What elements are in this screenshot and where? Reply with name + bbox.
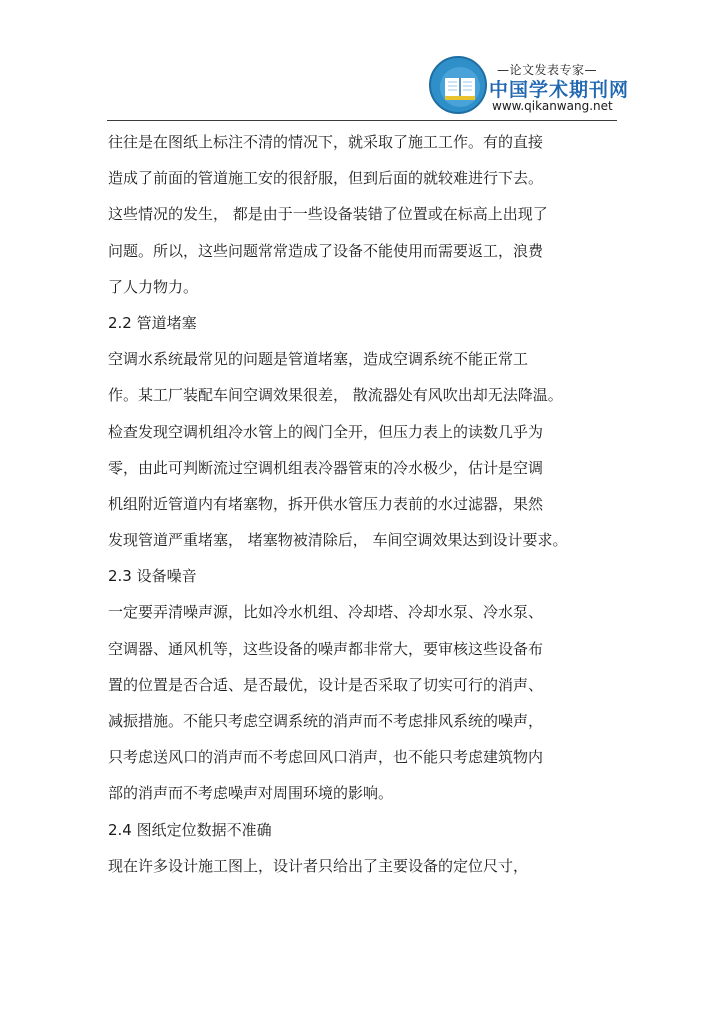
text-line: 发现管道严重堵塞， 堵塞物被清除后， 车间空调效果达到设计要求。 — [108, 531, 568, 550]
qikanwang-logo — [429, 56, 487, 114]
logo-url: www.qikanwang.net — [492, 99, 613, 113]
text-line: 往往是在图纸上标注不清的情况下，就采取了施工工作。有的直接 — [108, 133, 544, 151]
text-line: 部的消声而不考虑噪声对周围环境的影响。 — [108, 784, 394, 803]
text-line: 置的位置是否合适、是否最优，设计是否采取了切实可行的消声、 — [108, 675, 544, 694]
text-line: 2.4 图纸定位数据不准确 — [108, 820, 272, 839]
logo-brand-name: 中国学术期刊网 — [489, 79, 630, 101]
text-line: 这些情况的发生， 都是由于一些设备装错了位置或在标高上出现了 — [108, 205, 548, 224]
text-line: 问题。所以，这些问题常常造成了设备不能使用而需要返工，浪费 — [108, 241, 544, 260]
text-line: 一定要弄清噪声源，比如冷水机组、冷却塔、冷却水泵、冷水泵、 — [108, 603, 544, 622]
text-line: 机组附近管道内有堵塞物，拆开供水管压力表前的水过滤器，果然 — [108, 494, 544, 513]
header — [0, 0, 725, 128]
text-line: 空调器、通风机等，这些设备的噪声都非常大，要审核这些设备布 — [108, 639, 544, 658]
document-body — [108, 124, 608, 884]
text-line: 减振措施。不能只考虑空调系统的消声而不考虑排风系统的噪声， — [108, 712, 544, 730]
logo-slogan: —论文发表专家— — [497, 63, 598, 77]
text-line: 只考虑送风口的消声而不考虑回风口消声，也不能只考虑建筑物内 — [108, 748, 544, 767]
text-line: 检查发现空调机组冷水管上的阀门全开，但压力表上的读数几乎为 — [108, 422, 544, 441]
header-divider — [107, 120, 617, 121]
text-line: 现在许多设计施工图上，设计者只给出了主要设备的定位尺寸， — [108, 856, 529, 875]
text-line: 空调水系统最常见的问题是管道堵塞，造成空调系统不能正常工 — [108, 350, 529, 369]
text-line: 2.2 管道堵塞 — [108, 313, 197, 332]
text-line: 了人力物力。 — [108, 277, 199, 296]
text-line: 零，由此可判断流过空调机组表冷器管束的冷水极少，估计是空调 — [108, 458, 544, 477]
text-line: 作。某工厂装配车间空调效果很差， 散流器处有风吹出却无法降温。 — [108, 386, 563, 405]
text-line: 2.3 设备噪音 — [108, 567, 197, 586]
text-line: 造成了前面的管道施工安的很舒服，但到后面的就较难进行下去。 — [108, 169, 544, 188]
